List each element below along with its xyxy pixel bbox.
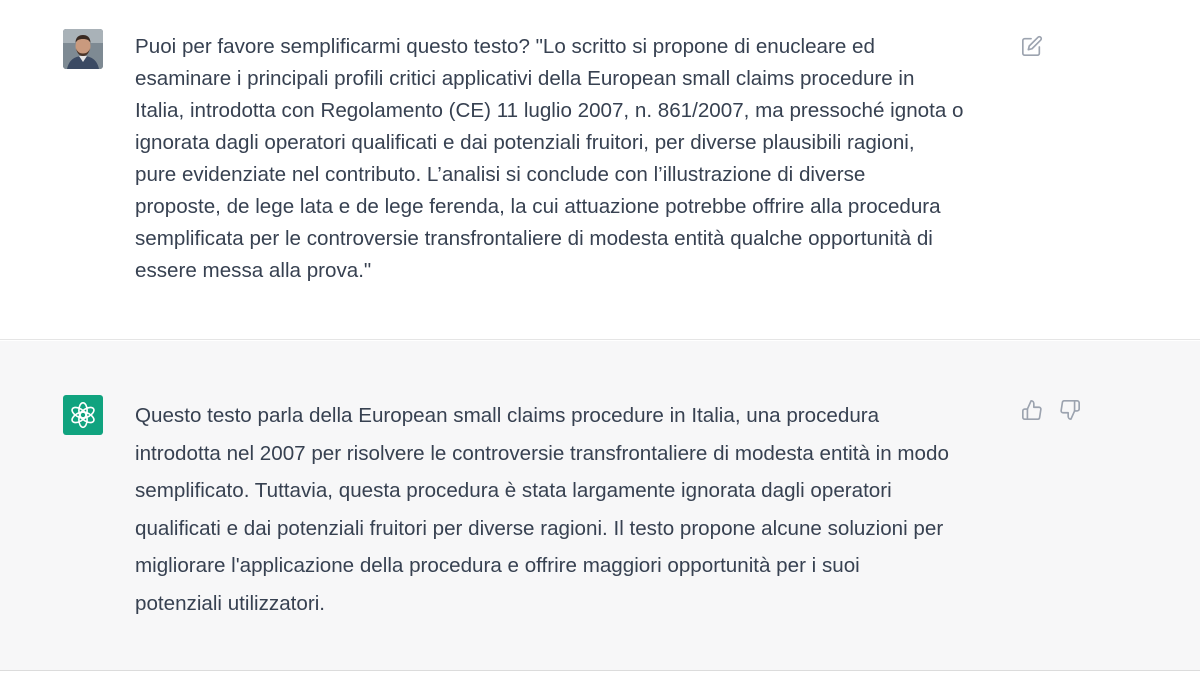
thumbs-up-button[interactable] bbox=[1020, 398, 1044, 422]
assistant-message-text: Questo testo parla della European small claims procedure in Italia, una procedura introdotta nel 2007 per risolvere le controversie transfrontaliere di modesta entità in modo semplificato. Tuttavia, questa procedura è stata largamente ignorata dagli operatori qualificati e dai potenziali fruitori per diverse ragioni. Il testo propone alcune soluzioni per migliorare l'applicazione della procedura e offrire maggiori opportunità per i suoi potenziali utilizzatori. bbox=[135, 404, 949, 615]
thumbs-down-button[interactable] bbox=[1058, 398, 1082, 422]
user-photo-avatar-icon bbox=[63, 29, 103, 69]
assistant-avatar bbox=[63, 395, 103, 435]
next-message-row bbox=[0, 672, 1200, 700]
thumbs-up-icon bbox=[1021, 399, 1043, 421]
edit-icon bbox=[1021, 35, 1043, 57]
user-message-text: Puoi per favore semplificarmi questo testo? "Lo scritto si propone di enucleare ed esaminare i principali profili critici applicativi della European small claims procedure in Italia, introdotta con Regolamento (CE) 11 luglio 2007, n. 861/2007, ma pressoché ignota o ignorata dagli operatori qualificati e dai potenziali fruitori, per diverse plausibili ragioni, pure evidenziate nel contributo. L’analisi si conclude con l’illustrazione di diverse proposte, de lege lata e de lege ferenda, la cui attuazione potrebbe offrire alla procedura semplificata per le controversie transfrontaliere di modesta entità qualche opportunità di essere messa alla prova." bbox=[135, 35, 964, 282]
user-avatar bbox=[63, 29, 103, 69]
openai-logo-icon bbox=[68, 400, 98, 430]
thumbs-down-icon bbox=[1059, 399, 1081, 421]
edit-message-button[interactable] bbox=[1020, 34, 1044, 58]
